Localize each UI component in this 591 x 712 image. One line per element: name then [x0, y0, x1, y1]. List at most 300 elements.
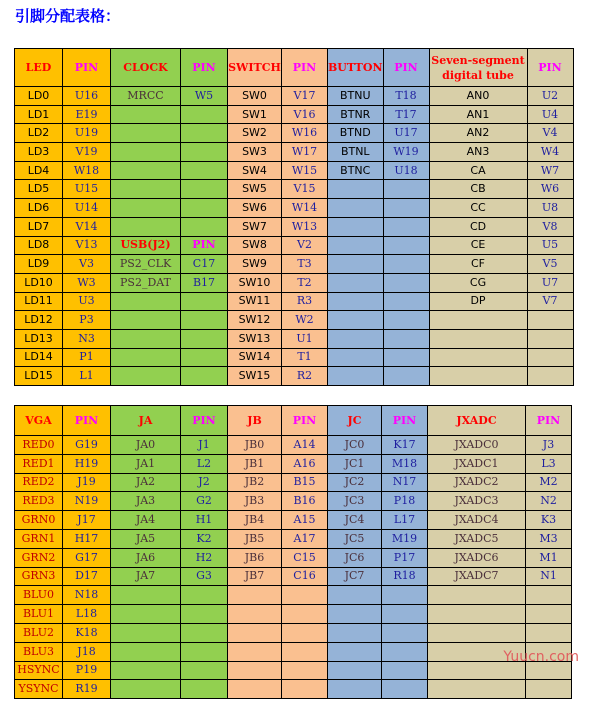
- header-cell: PIN: [382, 406, 428, 436]
- table-cell: [181, 199, 228, 218]
- table-cell: [181, 143, 228, 162]
- table-cell: V5: [527, 255, 573, 274]
- table-cell: L1: [63, 367, 111, 386]
- header-cell: Seven-segment digital tube: [429, 49, 527, 87]
- table-cell: [328, 680, 382, 699]
- table-cell: [111, 367, 181, 386]
- pin-table-1: [14, 48, 574, 386]
- table-cell: L17: [382, 511, 428, 530]
- table-row: [15, 329, 574, 348]
- table-cell: BTND: [328, 124, 384, 143]
- table-cell: GRN2: [15, 548, 63, 567]
- header-cell: PIN: [527, 49, 573, 87]
- table-row: [15, 87, 574, 106]
- table-cell: V15: [282, 180, 328, 199]
- table-cell: LD3: [15, 143, 63, 162]
- table-cell: [181, 661, 228, 680]
- table-row: [15, 124, 574, 143]
- table-cell: J2: [181, 473, 228, 492]
- table-cell: W16: [282, 124, 328, 143]
- table-cell: U5: [527, 236, 573, 255]
- table-cell: LD11: [15, 292, 63, 311]
- table-cell: JXADC5: [428, 529, 526, 548]
- table-cell: U8: [527, 199, 573, 218]
- header-cell: JA: [111, 406, 181, 436]
- table-cell: V14: [63, 217, 111, 236]
- table-cell: T3: [282, 255, 328, 274]
- table-cell: W6: [527, 180, 573, 199]
- table-cell: K2: [181, 529, 228, 548]
- table-cell: [328, 236, 384, 255]
- table-cell: [526, 586, 572, 605]
- table-cell: BLU3: [15, 642, 63, 661]
- table-cell: [111, 623, 181, 642]
- table-cell: [328, 329, 384, 348]
- table-cell: W4: [527, 143, 573, 162]
- table-cell: [428, 623, 526, 642]
- table-cell: [328, 273, 384, 292]
- table-cell: N19: [63, 492, 111, 511]
- table-cell: [383, 329, 429, 348]
- table-cell: BLU0: [15, 586, 63, 605]
- header-cell: JB: [228, 406, 282, 436]
- table-cell: BTNU: [328, 87, 384, 106]
- table-cell: [228, 605, 282, 624]
- table-cell: JC4: [328, 511, 382, 530]
- table-cell: JC1: [328, 454, 382, 473]
- table-cell: H1: [181, 511, 228, 530]
- table-cell: P3: [63, 311, 111, 330]
- table-cell: SW8: [228, 236, 282, 255]
- table-cell: P19: [63, 661, 111, 680]
- table-cell: YSYNC: [15, 680, 63, 699]
- page-title: 引脚分配表格：: [15, 7, 121, 25]
- table-cell: [181, 367, 228, 386]
- table-cell: T2: [282, 273, 328, 292]
- table-cell: [527, 311, 573, 330]
- table-cell: [282, 680, 328, 699]
- table-cell: [527, 367, 573, 386]
- table-cell: C16: [282, 567, 328, 586]
- table-cell: JC7: [328, 567, 382, 586]
- table-cell: LD4: [15, 161, 63, 180]
- table-row: [15, 217, 574, 236]
- table-cell: [228, 586, 282, 605]
- table-cell: SW1: [228, 105, 282, 124]
- table-cell: AN2: [429, 124, 527, 143]
- watermark: Yuucn.com: [503, 649, 579, 665]
- table-cell: T1: [282, 348, 328, 367]
- table-cell: L2: [181, 454, 228, 473]
- table-cell: G17: [63, 548, 111, 567]
- table-row: [15, 161, 574, 180]
- table-cell: SW5: [228, 180, 282, 199]
- table-cell: SW2: [228, 124, 282, 143]
- table-cell: [382, 605, 428, 624]
- table-cell: P1: [63, 348, 111, 367]
- table-cell: P17: [382, 548, 428, 567]
- header-cell: BUTTON: [328, 49, 384, 87]
- table-cell: GRN3: [15, 567, 63, 586]
- table-cell: JC3: [328, 492, 382, 511]
- table-cell: [328, 661, 382, 680]
- table-cell: G3: [181, 567, 228, 586]
- table-cell: [526, 680, 572, 699]
- table-cell: JA7: [111, 567, 181, 586]
- table-cell: [111, 661, 181, 680]
- table-cell: [328, 605, 382, 624]
- table-cell: SW14: [228, 348, 282, 367]
- table-cell: H2: [181, 548, 228, 567]
- table-row: [15, 548, 572, 567]
- header-cell: PIN: [181, 49, 228, 87]
- table-cell: U14: [63, 199, 111, 218]
- table-cell: JXADC7: [428, 567, 526, 586]
- table-cell: V19: [63, 143, 111, 162]
- table-cell: JB5: [228, 529, 282, 548]
- table-cell: J1: [181, 436, 228, 455]
- header-cell: LED: [15, 49, 63, 87]
- table-row: [15, 511, 572, 530]
- table-cell: [428, 586, 526, 605]
- table-cell: [228, 680, 282, 699]
- table-cell: N18: [63, 586, 111, 605]
- table-cell: [111, 292, 181, 311]
- table-cell: RED0: [15, 436, 63, 455]
- table-cell: SW15: [228, 367, 282, 386]
- table-cell: LD7: [15, 217, 63, 236]
- table-cell: A14: [282, 436, 328, 455]
- table-cell: V16: [282, 105, 328, 124]
- table-cell: W15: [282, 161, 328, 180]
- table-cell: [527, 329, 573, 348]
- table-row: [15, 292, 574, 311]
- table-cell: V2: [282, 236, 328, 255]
- table-cell: CA: [429, 161, 527, 180]
- table-cell: LD12: [15, 311, 63, 330]
- table-cell: LD2: [15, 124, 63, 143]
- header-cell: CLOCK: [111, 49, 181, 87]
- table-cell: N2: [526, 492, 572, 511]
- table-cell: C17: [181, 255, 228, 274]
- table-cell: [111, 217, 181, 236]
- table-cell: [383, 367, 429, 386]
- table-cell: [428, 680, 526, 699]
- table-row: [15, 180, 574, 199]
- table-cell: [181, 161, 228, 180]
- table-cell: M2: [526, 473, 572, 492]
- table-cell: JB3: [228, 492, 282, 511]
- table-cell: E19: [63, 105, 111, 124]
- table-cell: [382, 680, 428, 699]
- table-cell: JA5: [111, 529, 181, 548]
- table-cell: [383, 180, 429, 199]
- table-cell: W2: [282, 311, 328, 330]
- table-cell: LD8: [15, 236, 63, 255]
- table-cell: V4: [527, 124, 573, 143]
- table-cell: CE: [429, 236, 527, 255]
- table-cell: [328, 255, 384, 274]
- table-cell: [181, 180, 228, 199]
- table-cell: G19: [63, 436, 111, 455]
- table-cell: J3: [526, 436, 572, 455]
- table-row: [15, 492, 572, 511]
- table-row: [15, 680, 572, 699]
- table-cell: LD9: [15, 255, 63, 274]
- table-row: [15, 473, 572, 492]
- table-cell: [328, 348, 384, 367]
- table-cell: LD14: [15, 348, 63, 367]
- table-cell: [181, 217, 228, 236]
- table-row: [15, 199, 574, 218]
- table-cell: [181, 680, 228, 699]
- table-cell: U2: [527, 87, 573, 106]
- table-cell: CF: [429, 255, 527, 274]
- table-cell: [181, 292, 228, 311]
- header-cell: PIN: [383, 49, 429, 87]
- table-cell: SW7: [228, 217, 282, 236]
- table-cell: PS2_DAT: [111, 273, 181, 292]
- table-cell: JB1: [228, 454, 282, 473]
- table-cell: U16: [63, 87, 111, 106]
- table-cell: W19: [383, 143, 429, 162]
- table-cell: [282, 586, 328, 605]
- table-cell: JB2: [228, 473, 282, 492]
- table-cell: BTNC: [328, 161, 384, 180]
- table-cell: SW13: [228, 329, 282, 348]
- table-row: [15, 367, 574, 386]
- table-cell: JXADC0: [428, 436, 526, 455]
- table-cell: [282, 605, 328, 624]
- table-cell: [228, 661, 282, 680]
- table-cell: [111, 161, 181, 180]
- table-cell: JA1: [111, 454, 181, 473]
- table-cell: [111, 143, 181, 162]
- table-cell: [181, 642, 228, 661]
- table-cell: JA4: [111, 511, 181, 530]
- table-cell: [181, 605, 228, 624]
- table-cell: CB: [429, 180, 527, 199]
- table-cell: [181, 329, 228, 348]
- table-cell: [111, 605, 181, 624]
- table-cell: A15: [282, 511, 328, 530]
- table-cell: W14: [282, 199, 328, 218]
- table-cell: U7: [527, 273, 573, 292]
- table-cell: [111, 311, 181, 330]
- table-cell: A17: [282, 529, 328, 548]
- table-cell: [382, 586, 428, 605]
- table-cell: JC2: [328, 473, 382, 492]
- table-row: [15, 567, 572, 586]
- table-cell: U19: [63, 124, 111, 143]
- table-cell: [383, 273, 429, 292]
- table-cell: [111, 680, 181, 699]
- table-cell: W18: [63, 161, 111, 180]
- table-cell: JXADC2: [428, 473, 526, 492]
- table-cell: U17: [383, 124, 429, 143]
- table-cell: AN1: [429, 105, 527, 124]
- table-cell: [328, 217, 384, 236]
- table-cell: SW3: [228, 143, 282, 162]
- table-cell: V3: [63, 255, 111, 274]
- table-cell: JXADC4: [428, 511, 526, 530]
- table-cell: [282, 661, 328, 680]
- table-row: [15, 623, 572, 642]
- table-cell: [282, 623, 328, 642]
- table-cell: R19: [63, 680, 111, 699]
- header-cell: SWITCH: [228, 49, 282, 87]
- table-cell: JA2: [111, 473, 181, 492]
- table-cell: C15: [282, 548, 328, 567]
- table-cell: JA6: [111, 548, 181, 567]
- table-cell: JB6: [228, 548, 282, 567]
- table-cell: GRN1: [15, 529, 63, 548]
- header-cell: JC: [328, 406, 382, 436]
- table-cell: [111, 180, 181, 199]
- table-row: [15, 605, 572, 624]
- table-cell: JB0: [228, 436, 282, 455]
- table-cell: RED3: [15, 492, 63, 511]
- table-cell: [328, 642, 382, 661]
- table-cell: N3: [63, 329, 111, 348]
- table-cell: JXADC3: [428, 492, 526, 511]
- table-cell: JXADC1: [428, 454, 526, 473]
- pin-table-2: [14, 405, 572, 699]
- table-cell: N1: [526, 567, 572, 586]
- table-cell: [328, 367, 384, 386]
- table-cell: [111, 105, 181, 124]
- table-cell: J18: [63, 642, 111, 661]
- table-cell: [383, 311, 429, 330]
- header-cell: PIN: [282, 406, 328, 436]
- table-cell: LD1: [15, 105, 63, 124]
- table-cell: BTNL: [328, 143, 384, 162]
- header-cell: VGA: [15, 406, 63, 436]
- header-cell: PIN: [282, 49, 328, 87]
- table-cell: RED2: [15, 473, 63, 492]
- table-cell: BLU2: [15, 623, 63, 642]
- table-cell: N17: [382, 473, 428, 492]
- table-row: [15, 642, 572, 661]
- table-cell: T17: [383, 105, 429, 124]
- table-cell: JC0: [328, 436, 382, 455]
- header-cell: JXADC: [428, 406, 526, 436]
- table-cell: [382, 623, 428, 642]
- table-cell: SW12: [228, 311, 282, 330]
- table-cell: CD: [429, 217, 527, 236]
- table-cell: CC: [429, 199, 527, 218]
- table-cell: [111, 348, 181, 367]
- header-cell: PIN: [63, 49, 111, 87]
- table-cell: LD6: [15, 199, 63, 218]
- table-cell: [328, 180, 384, 199]
- table-cell: V17: [282, 87, 328, 106]
- table-cell: AN0: [429, 87, 527, 106]
- table-cell: [383, 255, 429, 274]
- table-row: [15, 273, 574, 292]
- table-cell: [228, 623, 282, 642]
- table-cell: [383, 217, 429, 236]
- table-row: [15, 454, 572, 473]
- table-cell: CG: [429, 273, 527, 292]
- table-cell: JB7: [228, 567, 282, 586]
- table-cell: [328, 586, 382, 605]
- table-cell: JC5: [328, 529, 382, 548]
- table-cell: SW9: [228, 255, 282, 274]
- table-cell: V13: [63, 236, 111, 255]
- table-cell: SW10: [228, 273, 282, 292]
- table-cell: [111, 124, 181, 143]
- table-cell: [181, 623, 228, 642]
- table-cell: [429, 311, 527, 330]
- table-cell: MRCC: [111, 87, 181, 106]
- table-cell: RED1: [15, 454, 63, 473]
- table-row: [15, 348, 574, 367]
- table-cell: [527, 348, 573, 367]
- table-cell: [228, 642, 282, 661]
- table-cell: AN3: [429, 143, 527, 162]
- table-cell: P18: [382, 492, 428, 511]
- table-cell: W13: [282, 217, 328, 236]
- table-cell: JA0: [111, 436, 181, 455]
- table-cell: GRN0: [15, 511, 63, 530]
- table-cell: W5: [181, 87, 228, 106]
- table-cell: [526, 623, 572, 642]
- table-cell: SW11: [228, 292, 282, 311]
- header-cell: PIN: [181, 406, 228, 436]
- table-cell: H17: [63, 529, 111, 548]
- table-cell: SW6: [228, 199, 282, 218]
- table-cell: V8: [527, 217, 573, 236]
- table-cell: JA3: [111, 492, 181, 511]
- table-cell: B15: [282, 473, 328, 492]
- table-cell: [111, 199, 181, 218]
- table-cell: B17: [181, 273, 228, 292]
- table-cell: M19: [382, 529, 428, 548]
- table-cell: JC6: [328, 548, 382, 567]
- table-cell: [328, 623, 382, 642]
- table-cell: [429, 348, 527, 367]
- table-cell: A16: [282, 454, 328, 473]
- table-cell: SW4: [228, 161, 282, 180]
- table-cell: [328, 199, 384, 218]
- table-cell: [429, 367, 527, 386]
- table-cell: [383, 292, 429, 311]
- table-cell: K3: [526, 511, 572, 530]
- table-cell: D17: [63, 567, 111, 586]
- table-row: [15, 661, 572, 680]
- table-cell: [383, 199, 429, 218]
- table-cell: [328, 292, 384, 311]
- table-cell: M18: [382, 454, 428, 473]
- table-row: [15, 436, 572, 455]
- header-cell: PIN: [526, 406, 572, 436]
- table-cell: H19: [63, 454, 111, 473]
- table-cell: [181, 586, 228, 605]
- table-cell: LD0: [15, 87, 63, 106]
- table-cell: LD10: [15, 273, 63, 292]
- table-cell: LD15: [15, 367, 63, 386]
- table-cell: J17: [63, 511, 111, 530]
- table-cell: [111, 586, 181, 605]
- table-cell: PS2_CLK: [111, 255, 181, 274]
- table-cell: R18: [382, 567, 428, 586]
- table-cell: G2: [181, 492, 228, 511]
- table-cell: L3: [526, 454, 572, 473]
- table-cell: PIN: [181, 236, 228, 255]
- table-cell: U4: [527, 105, 573, 124]
- table-cell: [383, 348, 429, 367]
